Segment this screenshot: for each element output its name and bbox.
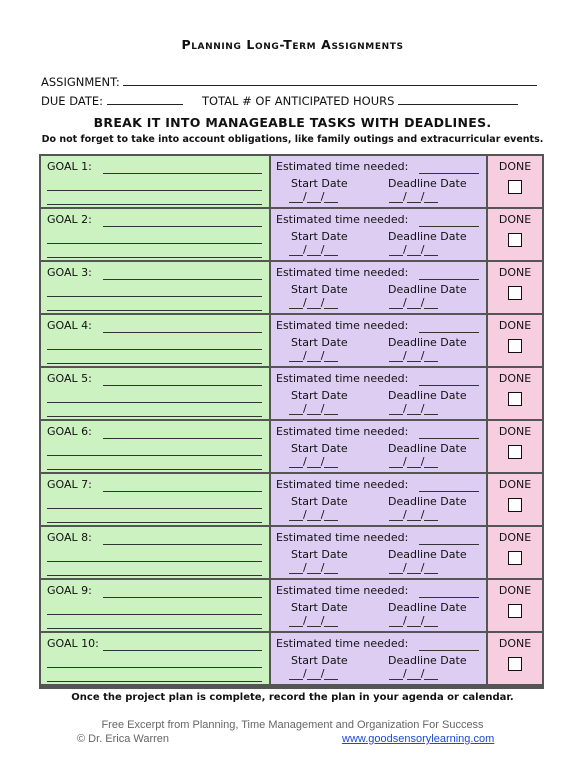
done-label: DONE — [498, 478, 532, 491]
start-date-label: Start Date — [291, 230, 348, 243]
goal-input-line[interactable] — [47, 614, 262, 615]
start-date-field[interactable]: / / — [289, 402, 338, 415]
goal-label: GOAL 5: — [47, 372, 92, 385]
goal-row — [40, 421, 543, 472]
estimated-time-label: Estimated time needed: — [276, 160, 409, 173]
done-label: DONE — [498, 584, 532, 597]
time-cell — [271, 209, 486, 260]
start-date-field[interactable]: / / — [289, 243, 338, 256]
time-cell — [271, 580, 486, 631]
estimated-time-label: Estimated time needed: — [276, 319, 409, 332]
goal-input-line[interactable] — [47, 681, 262, 682]
start-date-field[interactable]: / / — [289, 296, 338, 309]
goal-cell — [41, 474, 269, 525]
start-date-label: Start Date — [291, 283, 348, 296]
start-date-label: Start Date — [291, 177, 348, 190]
done-cell — [488, 209, 542, 260]
deadline-date-label: Deadline Date — [388, 495, 467, 508]
time-cell — [271, 315, 486, 366]
goal-cell — [41, 633, 269, 684]
goal-row — [40, 262, 543, 313]
time-cell — [271, 262, 486, 313]
goal-input-line[interactable] — [47, 257, 262, 258]
goal-cell — [41, 262, 269, 313]
start-date-label: Start Date — [291, 442, 348, 455]
estimated-time-field[interactable] — [419, 544, 479, 545]
estimated-time-field[interactable] — [419, 332, 479, 333]
goal-input-line[interactable] — [103, 173, 262, 174]
done-cell — [488, 262, 542, 313]
goal-input-line[interactable] — [47, 508, 262, 509]
time-cell — [271, 156, 486, 207]
done-checkbox[interactable] — [508, 498, 522, 512]
deadline-date-label: Deadline Date — [388, 654, 467, 667]
start-date-label: Start Date — [291, 495, 348, 508]
time-cell — [271, 527, 486, 578]
deadline-date-label: Deadline Date — [388, 336, 467, 349]
goal-input-line[interactable] — [103, 650, 262, 651]
deadline-date-label: Deadline Date — [388, 442, 467, 455]
start-date-field[interactable]: / / — [289, 455, 338, 468]
deadline-date-label: Deadline Date — [388, 177, 467, 190]
done-checkbox[interactable] — [508, 604, 522, 618]
done-checkbox[interactable] — [508, 286, 522, 300]
done-checkbox[interactable] — [508, 180, 522, 194]
done-label: DONE — [498, 372, 532, 385]
goal-input-line[interactable] — [47, 402, 262, 403]
total-hours-label: TOTAL # OF ANTICIPATED HOURS — [201, 94, 395, 108]
estimated-time-field[interactable] — [419, 438, 479, 439]
deadline-date-field[interactable]: / / — [389, 402, 438, 415]
done-checkbox[interactable] — [508, 392, 522, 406]
estimated-time-label: Estimated time needed: — [276, 213, 409, 226]
goal-input-line[interactable] — [47, 349, 262, 350]
goal-input-line[interactable] — [47, 522, 262, 523]
goal-input-line[interactable] — [47, 628, 262, 629]
deadline-date-field[interactable]: / / — [389, 349, 438, 362]
done-checkbox[interactable] — [508, 657, 522, 671]
estimated-time-label: Estimated time needed: — [276, 425, 409, 438]
done-cell — [488, 368, 542, 419]
start-date-label: Start Date — [291, 601, 348, 614]
start-date-field[interactable]: / / — [289, 508, 338, 521]
due-date-field[interactable] — [107, 93, 183, 105]
estimated-time-field[interactable] — [419, 650, 479, 651]
done-label: DONE — [498, 637, 532, 650]
estimated-time-label: Estimated time needed: — [276, 372, 409, 385]
goal-label: GOAL 4: — [47, 319, 92, 332]
done-cell — [488, 315, 542, 366]
start-date-field[interactable]: / / — [289, 561, 338, 574]
goal-cell — [41, 368, 269, 419]
done-cell — [488, 156, 542, 207]
deadline-date-label: Deadline Date — [388, 548, 467, 561]
estimated-time-label: Estimated time needed: — [276, 584, 409, 597]
goal-input-line[interactable] — [103, 279, 262, 280]
goal-input-line[interactable] — [47, 190, 262, 191]
estimated-time-field[interactable] — [419, 279, 479, 280]
done-cell — [488, 474, 542, 525]
estimated-time-label: Estimated time needed: — [276, 637, 409, 650]
goal-input-line[interactable] — [47, 416, 262, 417]
start-date-label: Start Date — [291, 654, 348, 667]
estimated-time-label: Estimated time needed: — [276, 478, 409, 491]
deadline-date-label: Deadline Date — [388, 389, 467, 402]
goal-label: GOAL 8: — [47, 531, 92, 544]
done-label: DONE — [498, 425, 532, 438]
section-heading: BREAK IT INTO MANAGEABLE TASKS WITH DEADLINES. — [93, 115, 492, 130]
deadline-date-label: Deadline Date — [388, 601, 467, 614]
goal-label: GOAL 7: — [47, 478, 92, 491]
goal-input-line[interactable] — [103, 544, 262, 545]
done-label: DONE — [498, 319, 532, 332]
deadline-date-field[interactable]: / / — [389, 667, 438, 680]
website-link[interactable]: www.goodsensorylearning.com — [342, 733, 495, 745]
deadline-date-label: Deadline Date — [388, 283, 467, 296]
estimated-time-label: Estimated time needed: — [276, 266, 409, 279]
goal-input-line[interactable] — [103, 385, 262, 386]
time-cell — [271, 421, 486, 472]
start-date-field[interactable]: / / — [289, 349, 338, 362]
start-date-label: Start Date — [291, 389, 348, 402]
copyright-text: © Dr. Erica Warren — [77, 733, 170, 745]
credit-line: Free Excerpt from Planning, Time Management and Organization For Success — [101, 719, 484, 731]
goal-input-line[interactable] — [47, 296, 262, 297]
page-title: Planning Long-Term Assignments — [181, 37, 404, 52]
goal-input-line[interactable] — [47, 310, 262, 311]
goal-label: GOAL 1: — [47, 160, 92, 173]
goals-grid — [39, 154, 544, 689]
deadline-date-label: Deadline Date — [388, 230, 467, 243]
goal-cell — [41, 421, 269, 472]
done-label: DONE — [498, 531, 532, 544]
goal-input-line[interactable] — [47, 363, 262, 364]
start-date-field[interactable]: / / — [289, 614, 338, 627]
deadline-date-field[interactable]: / / — [389, 508, 438, 521]
goal-input-line[interactable] — [47, 455, 262, 456]
goal-label: GOAL 9: — [47, 584, 92, 597]
assignment-row — [41, 74, 537, 89]
estimated-time-label: Estimated time needed: — [276, 531, 409, 544]
goal-input-line[interactable] — [47, 667, 262, 668]
section-subheading: Do not forget to take into account obligations, like family outings and extracurricular events. — [41, 134, 544, 145]
done-checkbox[interactable] — [508, 551, 522, 565]
goal-row — [40, 474, 543, 525]
done-cell — [488, 633, 542, 684]
goal-row — [40, 633, 543, 684]
estimated-time-field[interactable] — [419, 491, 479, 492]
goal-input-line[interactable] — [103, 226, 262, 227]
deadline-date-field[interactable]: / / — [389, 455, 438, 468]
done-cell — [488, 580, 542, 631]
goal-input-line[interactable] — [47, 204, 262, 205]
goal-input-line[interactable] — [47, 561, 262, 562]
assignment-field[interactable] — [123, 74, 537, 86]
done-label: DONE — [498, 266, 532, 279]
deadline-date-field[interactable]: / / — [389, 561, 438, 574]
done-checkbox[interactable] — [508, 233, 522, 247]
estimated-time-field[interactable] — [419, 597, 479, 598]
goal-input-line[interactable] — [47, 575, 262, 576]
total-hours-field[interactable] — [398, 93, 518, 105]
goal-cell — [41, 156, 269, 207]
goal-label: GOAL 2: — [47, 213, 92, 226]
start-date-label: Start Date — [291, 548, 348, 561]
estimated-time-field[interactable] — [419, 226, 479, 227]
goal-cell — [41, 580, 269, 631]
deadline-date-field[interactable]: / / — [389, 243, 438, 256]
goal-row — [40, 368, 543, 419]
goal-input-line[interactable] — [103, 438, 262, 439]
start-date-field[interactable]: / / — [289, 667, 338, 680]
estimated-time-field[interactable] — [419, 385, 479, 386]
done-checkbox[interactable] — [508, 445, 522, 459]
goal-label: GOAL 10: — [47, 637, 99, 650]
goal-input-line[interactable] — [47, 469, 262, 470]
goal-row — [40, 580, 543, 631]
start-date-field[interactable]: / / — [289, 190, 338, 203]
done-label: DONE — [498, 213, 532, 226]
done-checkbox[interactable] — [508, 339, 522, 353]
goal-label: GOAL 3: — [47, 266, 92, 279]
done-cell — [488, 527, 542, 578]
time-cell — [271, 474, 486, 525]
goal-row — [40, 527, 543, 578]
goal-cell — [41, 209, 269, 260]
goal-input-line[interactable] — [103, 491, 262, 492]
estimated-time-field[interactable] — [419, 173, 479, 174]
goal-row — [40, 209, 543, 260]
start-date-label: Start Date — [291, 336, 348, 349]
goal-input-line[interactable] — [47, 243, 262, 244]
time-cell — [271, 633, 486, 684]
deadline-date-field[interactable]: / / — [389, 614, 438, 627]
time-cell — [271, 368, 486, 419]
deadline-date-field[interactable]: / / — [389, 190, 438, 203]
done-cell — [488, 421, 542, 472]
goal-input-line[interactable] — [103, 597, 262, 598]
assignment-label: ASSIGNMENT: — [41, 75, 120, 89]
goal-input-line[interactable] — [103, 332, 262, 333]
done-label: DONE — [498, 160, 532, 173]
due-date-row — [41, 93, 518, 108]
goal-cell — [41, 315, 269, 366]
due-date-label: DUE DATE: — [41, 94, 103, 108]
footer-note: Once the project plan is complete, record the plan in your agenda or calendar. — [71, 692, 514, 703]
deadline-date-field[interactable]: / / — [389, 296, 438, 309]
goal-row — [40, 315, 543, 366]
goal-cell — [41, 527, 269, 578]
goal-row — [40, 156, 543, 207]
goal-label: GOAL 6: — [47, 425, 92, 438]
